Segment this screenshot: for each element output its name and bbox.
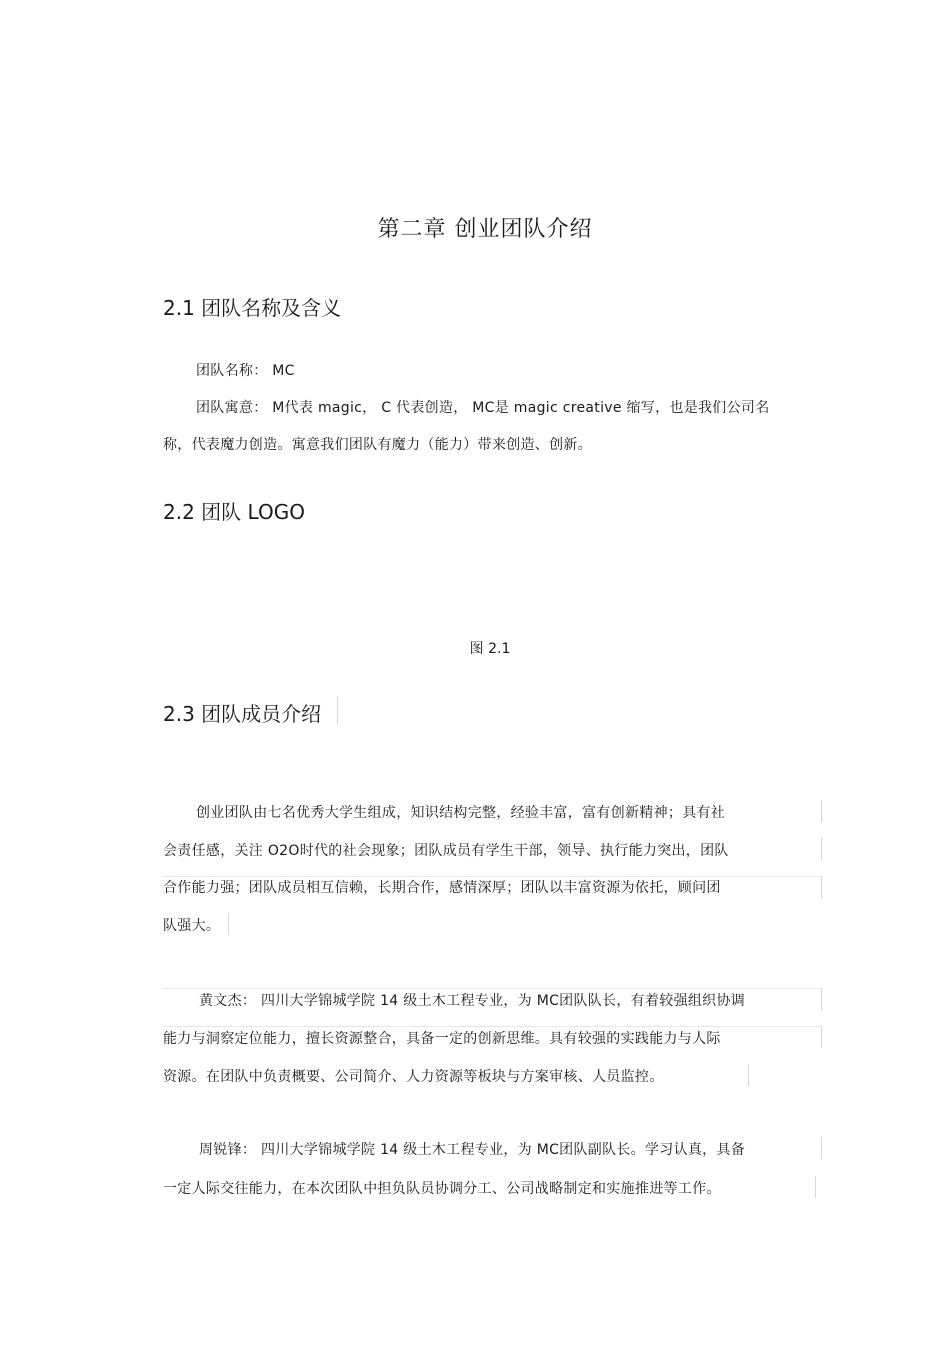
member-1-line: 资源。在团队中负责概要、公司简介、人力资源等板块与方案审核、人员监控。 (163, 1069, 664, 1085)
member-1-line: 能力与洞察定位能力，擅长资源整合，具备一定的创新思维。具有较强的实践能力与人际 (163, 1031, 721, 1047)
text-frame-edge (163, 1026, 821, 1027)
member-2-line: 一定人际交往能力，在本次团队中担负队员协调分工、公司战略制定和实施推进等工作。 (163, 1181, 721, 1197)
team-meaning-line-2: 称，代表魔力创造。寓意我们团队有魔力（能力）带来创造、创新。 (163, 437, 592, 453)
text-frame-edge (821, 1026, 822, 1048)
text-frame-edge (821, 988, 822, 1010)
intro-line: 合作能力强；团队成员相互信赖，长期合作，感情深厚；团队以丰富资源为依托，顾问团 (163, 880, 721, 896)
text-frame-edge (163, 988, 821, 989)
intro-line: 创业团队由七名优秀大学生组成，知识结构完整，经验丰富，富有创新精神；具有社 (196, 805, 726, 821)
team-name-line: 团队名称： MC (196, 363, 295, 379)
text-frame-edge (821, 800, 822, 822)
member-1-line: 黄文杰： 四川大学锦城学院 14 级土木工程专业，为 MC团队队长，有着较强组织协调 (199, 993, 746, 1009)
text-frame-edge (815, 1176, 816, 1198)
text-frame-edge (163, 876, 821, 877)
team-meaning-line-1: 团队寓意： M代表 magic， C 代表创造， MC是 magic creative 缩写，也是我们公司名 (196, 400, 770, 416)
chapter-title: 第二章 创业团队介绍 (377, 217, 593, 242)
text-frame-edge (748, 1064, 749, 1086)
section-heading-2-3: 2.3 团队成员介绍 (163, 702, 322, 726)
text-frame-edge (821, 838, 822, 860)
intro-line: 队强大。 (163, 918, 221, 934)
text-frame-edge (337, 696, 338, 724)
section-heading-2-1: 2.1 团队名称及含义 (163, 296, 342, 320)
text-frame-edge (228, 913, 229, 935)
text-frame-edge (821, 876, 822, 898)
text-frame-edge (821, 1137, 822, 1159)
intro-line: 会责任感，关注 O2O时代的社会现象；团队成员有学生干部，领导、执行能力突出，团队 (163, 843, 729, 859)
section-heading-2-2: 2.2 团队 LOGO (163, 500, 305, 524)
member-2-line: 周锐锋： 四川大学锦城学院 14 级土木工程专业，为 MC团队副队长。学习认真，具备 (199, 1142, 746, 1158)
figure-caption: 图 2.1 (469, 641, 511, 657)
